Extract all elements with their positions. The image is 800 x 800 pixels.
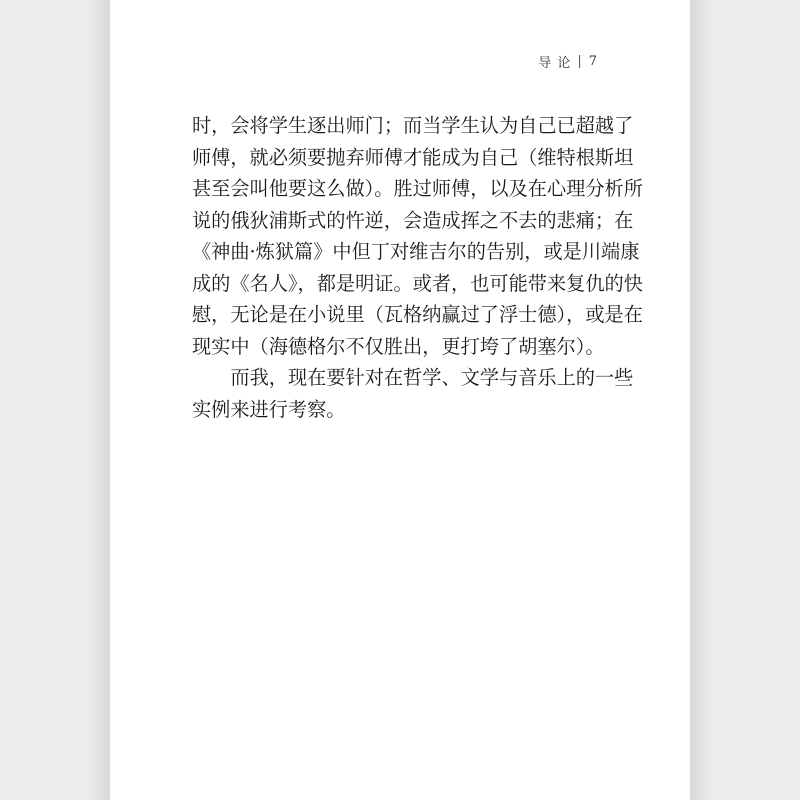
book-page <box>110 0 690 800</box>
text-line: 《神曲·炼狱篇》中但丁对维吉尔的告别，或是川端康 <box>192 240 640 263</box>
text-line: 时，会将学生逐出师门；而当学生认为自己已超越了 <box>192 114 634 137</box>
body-text <box>192 110 643 425</box>
text-line: 实例来进行考察。 <box>192 397 346 421</box>
text-line: 而我，现在要针对在哲学、文学与音乐上的一些 <box>230 366 634 389</box>
text-line: 甚至会叫他要这么做）。胜过师傅，以及在心理分析所 <box>192 177 643 200</box>
text-line: 慰，无论是在小说里（瓦格纳赢过了浮士德），或是在 <box>192 303 643 326</box>
text-line: 师傅，就必须要抛弃师傅才能成为自己（维特根斯坦 <box>192 145 634 169</box>
page-shadow-right <box>690 0 712 800</box>
running-head <box>538 52 598 71</box>
paragraph-2 <box>192 362 634 425</box>
page-shadow-left <box>88 0 110 800</box>
paragraph-1 <box>192 110 643 362</box>
chapter-title: 导 论 <box>538 56 572 71</box>
text-line: 说的俄狄浦斯式的忤逆，会造成挥之不去的悲痛；在 <box>192 208 634 232</box>
page-number: 7 <box>588 54 598 69</box>
text-line: 成的《名人》，都是明证。或者，也可能带来复仇的快 <box>192 271 643 295</box>
text-line: 现实中（海德格尔不仅胜出，更打垮了胡塞尔）。 <box>192 334 605 358</box>
header-separator: | <box>577 54 583 69</box>
